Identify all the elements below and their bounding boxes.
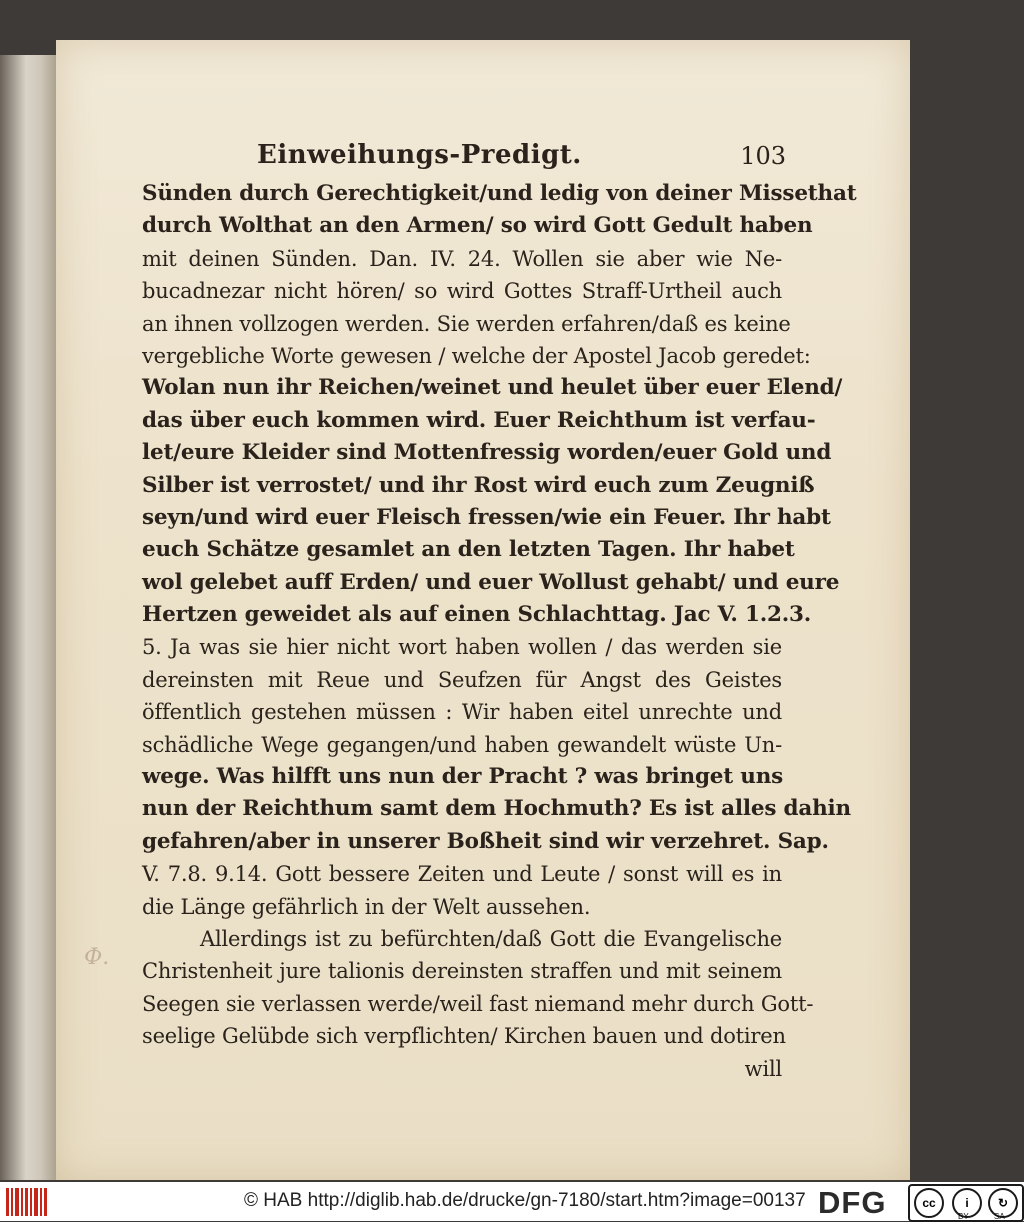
text-line: Sünden durch Gerechtigkeit/und ledig von deiner Missethat (142, 181, 857, 206)
text-line: nun der Reichthum samt dem Hochmuth? Es ist alles dahin (142, 796, 851, 822)
text-line: Wolan nun ihr Reichen/weinet und heulet über euer Elend/ (142, 375, 843, 401)
faded-stamp-mark: Ф. (84, 945, 110, 970)
text-line: dereinsten mit Reue und Seufzen für Angst des Geistes (142, 667, 782, 692)
adjacent-page-edge (0, 55, 58, 1180)
text-line: gefahren/aber in unserer Boßheit sind wir verzehret. Sap. (142, 828, 829, 854)
share-alike-icon: ↻ (988, 1188, 1018, 1218)
library-barcode-logo (6, 1188, 48, 1216)
text-line: seyn/und wird euer Fleisch fressen/wie ein Feuer. Ihr habt (142, 504, 831, 530)
text-line: Christenheit jure talionis dereinsten straffen und mit seinem (142, 959, 782, 984)
copyright-link[interactable]: © HAB http://diglib.hab.de/drucke/gn-7180/start.htm?image=00137 (244, 1190, 806, 1211)
text-line: vergebliche Worte gewesen / welche der Apostel Jacob geredet: (142, 343, 811, 368)
by-label: BY (958, 1212, 969, 1221)
text-line: schädliche Wege gegangen/und haben gewandelt wüste Un- (142, 732, 782, 757)
text-line: öffentlich gestehen müssen : Wir haben eitel unrechte und (142, 700, 782, 725)
text-line: durch Wolthat an den Armen/ so wird Gott Gedult haben (142, 213, 813, 239)
text-line: wol gelebet auff Erden/ und euer Wollust gehabt/ und eure (142, 569, 840, 595)
text-line: Silber ist verrostet/ und ihr Rost wird euch zum Zeugniß (142, 472, 815, 498)
text-line: V. 7.8. 9.14. Gott bessere Zeiten und Leute / sonst will es in (142, 862, 782, 887)
cc-icon: cc (914, 1188, 944, 1218)
text-line: bucadnezar nicht hören/ so wird Gottes Straff-Urtheil auch (142, 279, 782, 304)
header-title: Einweihungs-Predigt. (257, 140, 582, 170)
bleed-through-text (8, 205, 48, 1025)
page-number: 103 (740, 142, 786, 170)
text-line: Seegen sie verlassen werde/weil fast niemand mehr durch Gott- (142, 991, 814, 1016)
text-line: seelige Gelübde sich verpflichten/ Kirchen bauen und dotiren (142, 1024, 786, 1049)
text-line: das über euch kommen wird. Euer Reichthum ist verfau- (142, 407, 816, 433)
text-line: wege. Was hilfft uns nun der Pracht ? was bringet uns (142, 764, 784, 790)
text-line: Allerdings ist zu befürchten/daß Gott die Evangelische (200, 926, 782, 951)
text-line: euch Schätze gesamlet an den letzten Tagen. Ihr habet (142, 537, 795, 563)
book-page (56, 40, 910, 1180)
running-header (142, 140, 786, 174)
attribution-icon: i (952, 1188, 982, 1218)
text-line: an ihnen vollzogen werden. Sie werden erfahren/daß es keine (142, 311, 791, 336)
text-line: mit deinen Sünden. Dan. IV. 24. Wollen sie aber wie Ne- (142, 246, 782, 271)
text-line: let/eure Kleider sind Mottenfressig worden/euer Gold und (142, 440, 832, 466)
dfg-logo: DFG (818, 1185, 887, 1220)
viewer-footer (0, 1182, 1024, 1221)
text-line: die Länge gefährlich in der Welt aussehen. (142, 894, 591, 919)
body-text (142, 178, 857, 1085)
text-line: Hertzen geweidet als auf einen Schlachttag. Jac V. 1.2.3. (142, 602, 812, 628)
creative-commons-license-badge[interactable] (908, 1184, 1024, 1222)
text-line: will (744, 1056, 782, 1081)
sa-label: SA (994, 1212, 1005, 1221)
text-line: 5. Ja was sie hier nicht wort haben wollen / das werden sie (142, 635, 782, 660)
